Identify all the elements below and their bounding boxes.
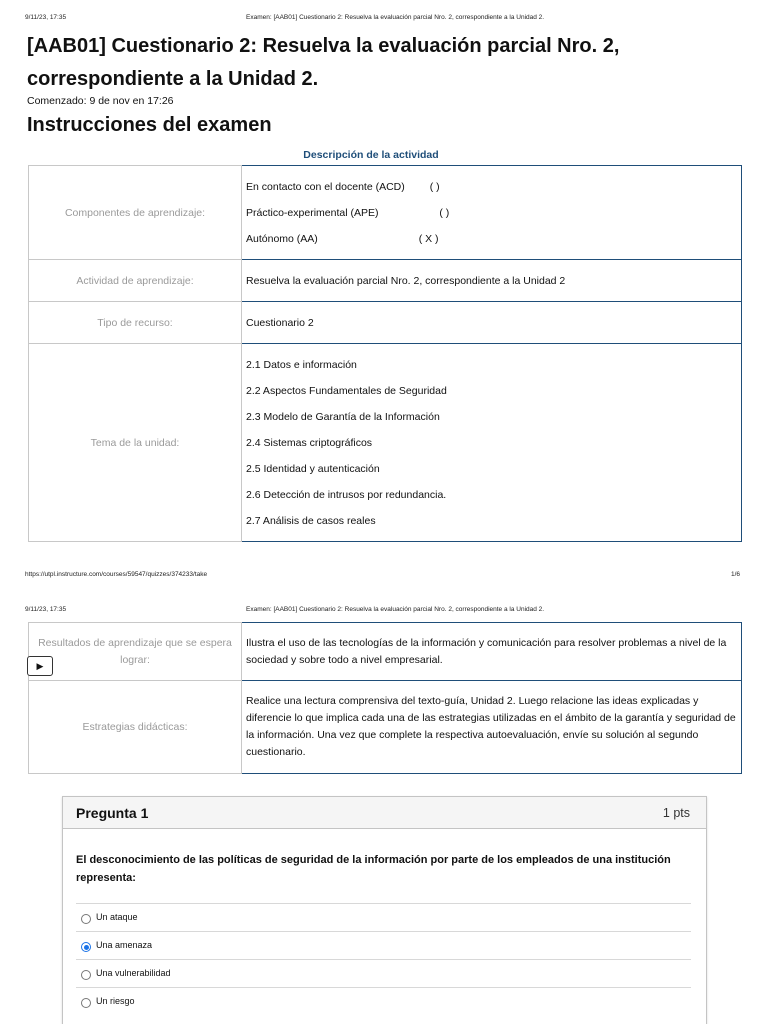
strategies-label: Estrategias didácticas:	[29, 681, 242, 774]
question-card	[62, 796, 707, 1024]
instructions-heading: Instrucciones del examen	[27, 114, 272, 136]
expected-results-label: Resultados de aprendizaje que se espera lograr:	[29, 623, 242, 681]
topic-item: 2.2 Aspectos Fundamentales de Seguridad	[246, 384, 447, 397]
component-acd: En contacto con el docente (ACD) ( )	[246, 180, 440, 193]
table-row-activity	[29, 260, 742, 302]
components-value	[242, 166, 742, 260]
radio-button[interactable]	[81, 914, 91, 924]
components-label: Componentes de aprendizaje:	[29, 166, 242, 260]
component-aa: Autónomo (AA) ( X )	[246, 232, 439, 245]
component-ape: Práctico-experimental (APE) ( )	[246, 206, 450, 219]
page-title: [AAB01] Cuestionario 2: Resuelva la evaluación parcial Nro. 2, correspondiente a la Unidad 2.	[27, 35, 620, 90]
strategies-value: Realice una lectura comprensiva del texto-guía, Unidad 2. Luego relacione las ideas explicadas y diferencie lo que implica cada una de las estrategias utilizadas en el ámbito de la garantía y seguridad de la información. Una vez que complete la respectiva autoevaluación, envíe su solución al segundo cuestionario.	[242, 681, 742, 774]
print-header-page2	[25, 606, 740, 616]
radio-button[interactable]	[81, 970, 91, 980]
activity-description-heading: Descripción de la actividad	[303, 149, 439, 161]
print-timestamp: 9/11/23, 17:35	[25, 606, 67, 613]
activity-table-continued	[28, 622, 742, 774]
table-row-strategies	[29, 681, 742, 774]
topic-item: 2.3 Modelo de Garantía de la Información	[246, 410, 440, 423]
question-header	[63, 797, 706, 829]
print-footer-page1	[25, 571, 740, 581]
expected-results-value: Ilustra el uso de las tecnologías de la información y comunicación para resolver problemas a nivel de la sociedad y sobre todo a nivel empresarial.	[242, 623, 742, 681]
print-header-page1	[25, 14, 740, 24]
resource-value: Cuestionario 2	[242, 302, 742, 344]
radio-button[interactable]	[81, 998, 91, 1008]
print-url: https://utpl.instructure.com/courses/59547/quizzes/374233/take	[25, 571, 208, 578]
topic-item: 2.4 Sistemas criptográficos	[246, 436, 373, 449]
topic-item: 2.6 Detección de intrusos por redundancia.	[246, 488, 447, 501]
started-timestamp: Comenzado: 9 de nov en 17:26	[27, 95, 174, 107]
activity-table	[28, 165, 742, 542]
unit-topic-label: Tema de la unidad:	[29, 344, 242, 542]
print-timestamp: 9/11/23, 17:35	[25, 14, 67, 21]
table-row-expected-results	[29, 623, 742, 681]
topic-item: 2.7 Análisis de casos reales	[246, 514, 376, 527]
question-points: 1 pts	[662, 806, 690, 820]
print-page-number: 1/6	[730, 571, 740, 578]
answer-option[interactable]	[76, 959, 691, 987]
topic-item: 2.1 Datos e información	[246, 358, 357, 371]
question-text: El desconocimiento de las políticas de seguridad de la información por parte de los empleados de una institución representa:	[76, 854, 671, 884]
answer-label[interactable]: Una amenaza	[96, 940, 153, 950]
print-doc-title: Examen: [AAB01] Cuestionario 2: Resuelva la evaluación parcial Nro. 2, correspondiente a la Unidad 2.	[246, 606, 545, 613]
answer-option[interactable]	[76, 931, 691, 959]
answer-label[interactable]: Un ataque	[96, 912, 138, 922]
activity-label: Actividad de aprendizaje:	[29, 260, 242, 302]
answer-list	[76, 903, 691, 1015]
table-row-components	[29, 166, 742, 260]
answer-option[interactable]	[76, 987, 691, 1015]
activity-value: Resuelva la evaluación parcial Nro. 2, correspondiente a la Unidad 2	[242, 260, 742, 302]
answer-label[interactable]: Una vulnerabilidad	[96, 968, 171, 978]
table-row-unit-topic	[29, 344, 742, 542]
table-row-resource	[29, 302, 742, 344]
topic-item: 2.5 Identidad y autenticación	[246, 462, 380, 475]
resource-label: Tipo de recurso:	[29, 302, 242, 344]
play-button[interactable]: ▶	[27, 656, 53, 676]
answer-option[interactable]	[76, 903, 691, 931]
print-doc-title: Examen: [AAB01] Cuestionario 2: Resuelva la evaluación parcial Nro. 2, correspondiente a la Unidad 2.	[246, 14, 545, 21]
answer-label[interactable]: Un riesgo	[96, 996, 135, 1006]
question-title: Pregunta 1	[76, 805, 149, 821]
unit-topic-value	[242, 344, 742, 542]
radio-button[interactable]	[81, 942, 91, 952]
